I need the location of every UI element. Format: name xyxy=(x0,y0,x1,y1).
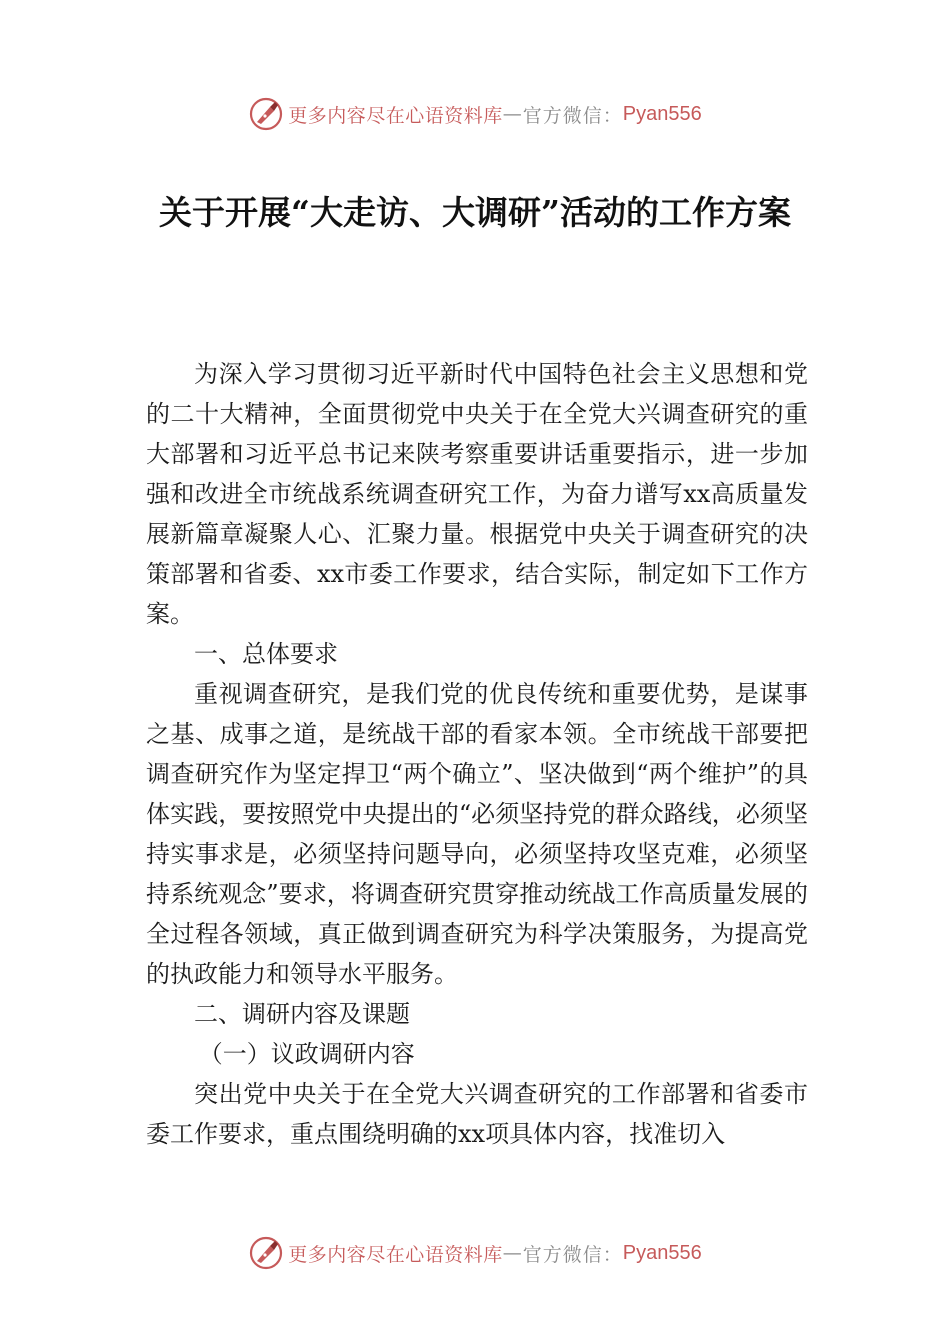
section-heading: 一、总体要求 xyxy=(194,640,338,668)
watermark-site-text: 更多内容尽在心语资料库 xyxy=(288,1243,503,1266)
document-body xyxy=(146,354,808,1154)
body-paragraph: 重视调查研究，是我们党的优良传统和重要优势，是谋事之基、成事之道，是统战干部的看家本领。全市统战干部要把调查研究作为坚定捍卫“两个确立”、坚决做到“两个维护”的具体实践，要按照党中央提出的“必须坚持党的群众路线，必须坚持实事求是，必须坚持问题导向，必须坚持攻坚克难，必须坚持系统观念”要求，将调查研究贯穿推动统战工作高质量发展的全过程各领域，真正做到调查研究为科学决策服务，为提高党的执政能力和领导水平服务。 xyxy=(146,680,808,988)
document-title: 关于开展“大走访、大调研”活动的工作方案 xyxy=(159,193,791,232)
body-paragraph: 为深入学习贯彻习近平新时代中国特色社会主义思想和党的二十大精神，全面贯彻党中央关于在全党大兴调查研究的重大部署和习近平总书记来陕考察重要讲话重要指示，进一步加强和改进全市统战系统调查研究工作，为奋力谱写xx高质量发展新篇章凝聚人心、汇聚力量。根据党中央关于调查研究的决策部署和省委、xx市委工作要求，结合实际，制定如下工作方案。 xyxy=(146,360,808,628)
pen-nib-logo-icon xyxy=(248,1235,284,1271)
watermark-wechat-id: Pyan556 xyxy=(622,1241,702,1264)
watermark-banner-bottom xyxy=(0,1233,950,1273)
watermark-wechat-label: 官方微信： xyxy=(522,1243,623,1266)
pen-nib-logo-icon xyxy=(248,96,284,132)
watermark-wechat-label: 官方微信： xyxy=(522,104,623,127)
watermark-banner-top xyxy=(0,94,950,134)
watermark-separator: — xyxy=(502,1242,523,1264)
watermark-separator: — xyxy=(502,103,523,125)
watermark-site-text: 更多内容尽在心语资料库 xyxy=(288,104,503,127)
section-heading: 二、调研内容及课题 xyxy=(194,1000,410,1028)
body-paragraph: 突出党中央关于在全党大兴调查研究的工作部署和省委市委工作要求，重点围绕明确的xx项具体内容，找准切入 xyxy=(146,1080,808,1148)
watermark-wechat-id: Pyan556 xyxy=(622,102,702,125)
subsection-heading: （一）议政调研内容 xyxy=(198,1040,415,1068)
